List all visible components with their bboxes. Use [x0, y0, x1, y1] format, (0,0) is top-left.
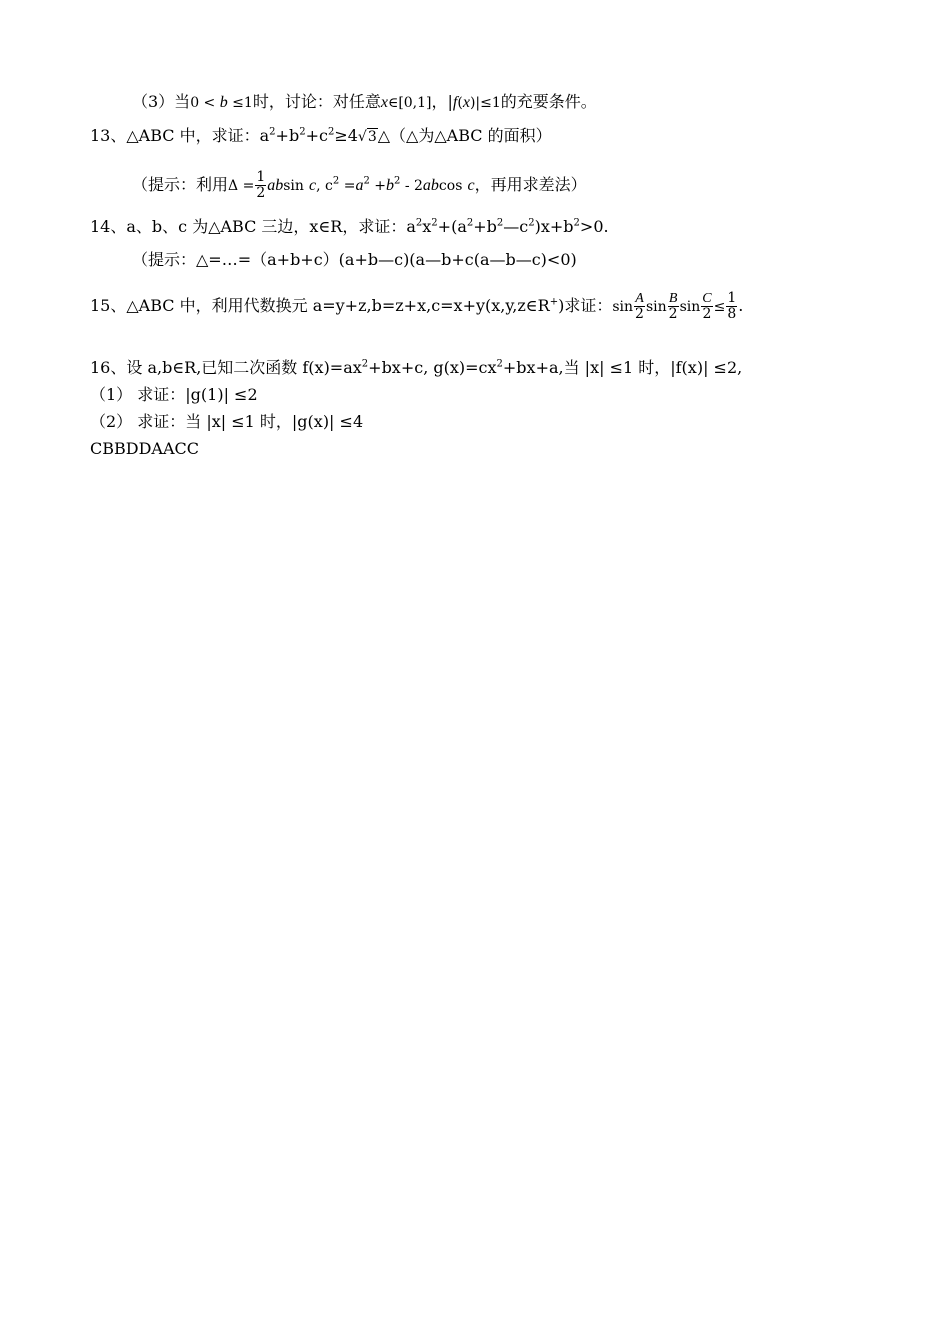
text-segment: +c	[305, 126, 328, 145]
math-segment: (	[457, 95, 463, 111]
math-variable: c	[309, 177, 317, 194]
numerator: C	[702, 291, 712, 306]
math-variable: x	[380, 94, 388, 111]
text-segment: 16、设 a,b∈R,已知二次函数 f(x)=ax	[90, 358, 362, 377]
superscript: 2	[269, 126, 276, 138]
text-segment: +(a	[437, 217, 467, 236]
text-segment: ≥4	[334, 126, 358, 145]
math-segment: cos	[438, 178, 463, 194]
math-variable: x	[462, 94, 470, 111]
problem-16-part-2	[90, 411, 363, 433]
denominator: 2	[635, 306, 644, 322]
math-segment: )|≤1	[469, 95, 501, 111]
math-variable: b	[219, 94, 228, 111]
superscript: 2	[415, 217, 423, 229]
denominator: 8	[727, 306, 737, 322]
math-variable: f	[452, 94, 458, 111]
text-segment: 14、a、b、c 为△ABC 三边，x∈R，求证：a	[90, 217, 416, 236]
math-segment: sin	[612, 299, 634, 315]
fraction	[634, 291, 645, 322]
text-segment: +bx+a,当 |x| ≤1 时，|f(x)| ≤2,	[502, 358, 743, 377]
problem-12-part-3	[132, 91, 597, 114]
text-segment: +b	[473, 217, 497, 236]
superscript: +	[549, 296, 559, 308]
problem-14	[90, 216, 609, 238]
math-variable: ab	[267, 177, 284, 194]
text-segment: +b	[275, 126, 300, 145]
superscript: 2	[394, 175, 401, 187]
text-segment: CBBDDAACC	[90, 439, 200, 458]
math-segment: sin	[645, 299, 667, 315]
math-segment: 0 <	[190, 95, 220, 111]
problem-15	[90, 291, 743, 322]
numerator: B	[668, 291, 678, 306]
text-segment: ，再用求差法）	[474, 175, 587, 194]
fraction	[701, 291, 712, 322]
math-segment: Δ =	[228, 178, 255, 194]
text-segment: 15、△ABC 中，利用代数换元 a=y+z,b=z+x,c=x+y(x,y,z∈R	[90, 296, 550, 315]
text-segment: （1） 求证：|g(1)| ≤2	[90, 385, 258, 404]
answer-key	[90, 438, 199, 460]
math-segment: ≤1	[227, 95, 253, 111]
superscript: 2	[573, 217, 580, 229]
math-segment: , c	[316, 178, 333, 194]
text-segment: 时，讨论：对任意	[252, 92, 381, 111]
math-segment: sin	[283, 178, 304, 194]
text-segment: 的充要条件。	[500, 92, 597, 111]
denominator: 2	[668, 306, 678, 322]
numerator: 1	[727, 290, 737, 306]
fraction	[255, 170, 266, 201]
text-segment: —c	[503, 217, 529, 236]
text-segment: △（△为△ABC 的面积）	[377, 126, 552, 145]
math-segment: ≤	[713, 299, 726, 315]
superscript: 2	[431, 217, 438, 229]
text-segment: )x+b	[534, 217, 574, 236]
superscript: 2	[363, 175, 370, 187]
text-segment: （3）当	[132, 92, 191, 111]
superscript: 2	[327, 126, 335, 138]
math-segment: - 2	[400, 178, 423, 194]
text-segment: （提示：△=…=（a+b+c）(a+b—c)(a—b+c(a—b—c)<0)	[132, 250, 577, 269]
math-variable: b	[386, 177, 394, 194]
text-segment: x	[422, 217, 432, 236]
problem-13	[90, 125, 552, 148]
superscript: 2	[496, 358, 503, 370]
radicand: 3	[367, 129, 377, 145]
superscript: 2	[332, 175, 340, 187]
math-variable: a	[355, 177, 364, 194]
fraction	[668, 291, 679, 322]
denominator: 2	[256, 185, 266, 201]
denominator: 2	[702, 306, 712, 322]
superscript: 2	[299, 126, 306, 138]
square-root: √3	[357, 129, 377, 145]
text-segment: )求证：	[558, 296, 613, 315]
problem-14-hint	[132, 249, 577, 271]
math-variable: c	[467, 177, 475, 194]
text-segment: （2） 求证：当 |x| ≤1 时，|g(x)| ≤4	[90, 412, 364, 431]
text-segment: ，|	[431, 92, 453, 111]
superscript: 2	[466, 217, 474, 229]
math-segment: +	[369, 178, 386, 194]
text-segment: 13、△ABC 中，求证：a	[90, 126, 270, 145]
superscript: 2	[496, 217, 504, 229]
superscript: 2	[528, 217, 535, 229]
superscript: 2	[361, 358, 369, 370]
problem-16-part-1	[90, 384, 258, 406]
text-segment: +bx+c, g(x)=cx	[368, 358, 497, 377]
problem-16	[90, 357, 742, 379]
math-segment: ∈[0,1]	[387, 95, 432, 111]
text-segment: .	[738, 296, 744, 315]
numerator: 1	[256, 169, 266, 185]
problem-13-hint	[132, 170, 587, 201]
numerator: A	[635, 291, 644, 306]
math-segment: =	[339, 178, 356, 194]
math-segment: sin	[679, 299, 701, 315]
text-segment: >0.	[579, 217, 609, 236]
text-segment: （提示：利用	[132, 175, 229, 194]
fraction	[726, 291, 737, 322]
math-variable: ab	[422, 177, 439, 194]
